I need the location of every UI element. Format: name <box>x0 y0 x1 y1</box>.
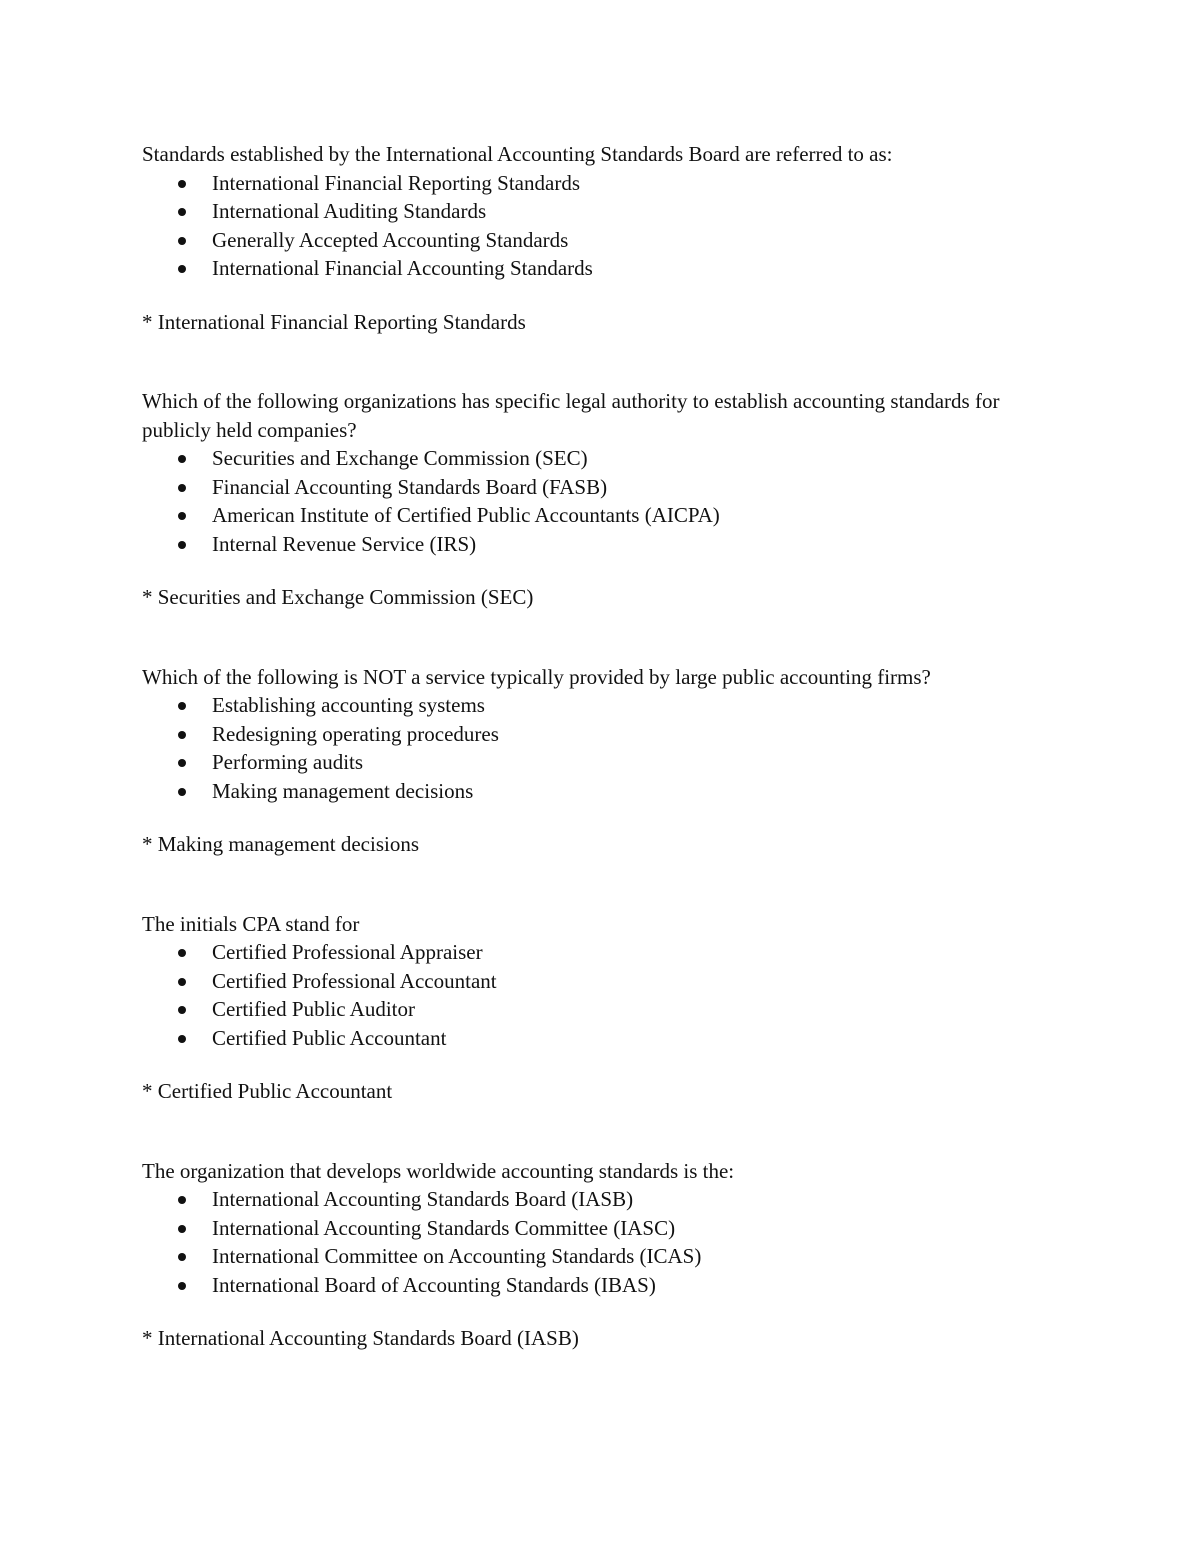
option-item <box>142 777 1062 806</box>
option-text: American Institute of Certified Public Accountants (AICPA) <box>212 503 720 527</box>
question-prompt: The organization that develops worldwide accounting standards is the: <box>142 1158 735 1183</box>
option-item <box>142 967 1062 996</box>
answer-line: * Securities and Exchange Commission (SEC) <box>142 585 534 609</box>
bullet-icon <box>178 788 186 796</box>
option-text: International Board of Accounting Standards (IBAS) <box>212 1272 656 1297</box>
option-text: International Auditing Standards <box>212 199 487 223</box>
bullet-icon <box>178 512 186 520</box>
option-item <box>142 1271 1062 1300</box>
bullet-icon <box>178 455 186 463</box>
option-text: International Financial Reporting Standards <box>212 170 580 195</box>
option-text: Internal Revenue Service (IRS) <box>212 531 477 556</box>
document-page <box>142 140 1062 1353</box>
option-text: Securities and Exchange Commission (SEC) <box>212 446 588 470</box>
option-item <box>142 1214 1062 1243</box>
option-text: Performing audits <box>212 750 364 774</box>
option-item <box>142 197 1062 226</box>
question-prompt: Which of the following organizations has specific legal authority to establish accounting standards for publicly held companies? <box>142 389 1000 442</box>
bullet-icon <box>178 180 186 188</box>
option-item <box>142 995 1062 1024</box>
option-item <box>142 691 1062 720</box>
answer-line: * Certified Public Accountant <box>142 1079 393 1103</box>
bullet-icon <box>178 1225 186 1233</box>
option-list <box>142 1185 1062 1299</box>
option-item <box>142 226 1062 255</box>
bullet-icon <box>178 1196 186 1204</box>
option-item <box>142 1242 1062 1271</box>
option-list <box>142 444 1062 558</box>
bullet-icon <box>178 265 186 273</box>
option-item <box>142 938 1062 967</box>
option-item <box>142 473 1062 502</box>
question-block-1 <box>142 140 1062 336</box>
option-item <box>142 748 1062 777</box>
option-item <box>142 720 1062 749</box>
answer-line: * International Financial Reporting Standards <box>142 309 526 334</box>
option-list <box>142 691 1062 805</box>
question-prompt: Which of the following is NOT a service typically provided by large public accounting firms? <box>142 664 931 689</box>
bullet-icon <box>178 541 186 549</box>
question-block-4 <box>142 910 1062 1106</box>
bullet-icon <box>178 208 186 216</box>
bullet-icon <box>178 1006 186 1014</box>
bullet-icon <box>178 731 186 739</box>
bullet-icon <box>178 978 186 986</box>
question-block-5 <box>142 1157 1062 1353</box>
option-list <box>142 169 1062 283</box>
bullet-icon <box>178 1035 186 1043</box>
bullet-icon <box>178 759 186 767</box>
option-text: Generally Accepted Accounting Standards <box>212 227 569 252</box>
option-text: International Accounting Standards Committee (IASC) <box>212 1215 676 1240</box>
bullet-icon <box>178 702 186 710</box>
bullet-icon <box>178 1282 186 1290</box>
answer-line: * International Accounting Standards Board (IASB) <box>142 1326 579 1350</box>
option-text: Certified Professional Appraiser <box>212 940 483 964</box>
bullet-icon <box>178 484 186 492</box>
option-text: Certified Public Accountant <box>212 1025 447 1050</box>
option-text: Certified Public Auditor <box>212 997 415 1021</box>
option-item <box>142 254 1062 283</box>
question-block-3 <box>142 663 1062 859</box>
option-item <box>142 1185 1062 1214</box>
bullet-icon <box>178 1253 186 1261</box>
answer-line: * Making management decisions <box>142 832 420 856</box>
option-text: Making management decisions <box>212 778 474 803</box>
bullet-icon <box>178 237 186 245</box>
option-text: International Committee on Accounting Standards (ICAS) <box>212 1244 702 1268</box>
option-text: Certified Professional Accountant <box>212 968 497 993</box>
question-prompt: Standards established by the International Accounting Standards Board are referred to as: <box>142 142 893 166</box>
option-list <box>142 938 1062 1052</box>
option-item <box>142 530 1062 559</box>
question-prompt: The initials CPA stand for <box>142 911 360 936</box>
option-text: International Accounting Standards Board (IASB) <box>212 1187 634 1211</box>
bullet-icon <box>178 949 186 957</box>
option-text: Financial Accounting Standards Board (FASB) <box>212 474 608 499</box>
option-item <box>142 1024 1062 1053</box>
option-text: Redesigning operating procedures <box>212 721 499 746</box>
option-text: Establishing accounting systems <box>212 693 485 717</box>
option-text: International Financial Accounting Standards <box>212 256 593 280</box>
option-item <box>142 444 1062 473</box>
option-item <box>142 501 1062 530</box>
question-block-2 <box>142 387 1062 612</box>
option-item <box>142 169 1062 198</box>
